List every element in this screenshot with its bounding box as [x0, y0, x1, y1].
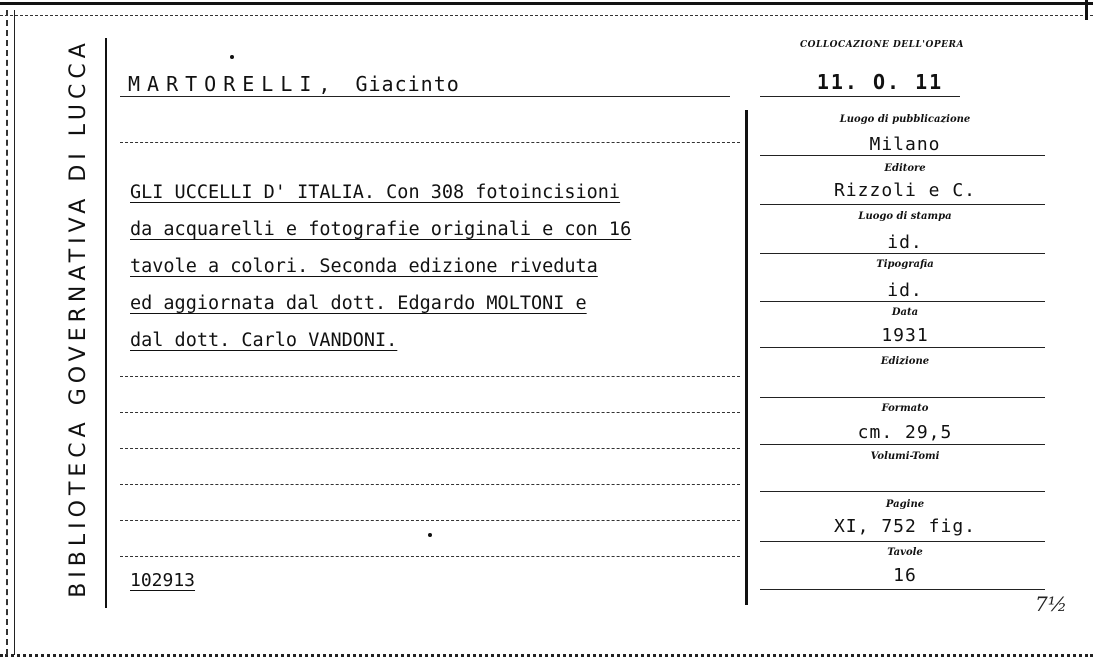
- card-bottom-edge: [0, 654, 1093, 657]
- description-line: da acquarelli e fotografie originali e con 16: [130, 219, 632, 240]
- collocation-value: 11. O. 11: [816, 70, 944, 94]
- value-tipografia: id.: [887, 280, 923, 301]
- description-line: tavole a colori. Seconda edizione riveduta: [130, 256, 598, 277]
- description-line: GLI UCCELLI D' ITALIA. Con 308 fotoincisioni: [130, 182, 621, 203]
- label-editore: Editore: [884, 163, 926, 174]
- collocation-label: COLLOCAZIONE DELL'OPERA: [800, 40, 964, 50]
- collocation-rule: [760, 96, 960, 97]
- blank-rule: [120, 448, 740, 449]
- description-line: ed aggiornata dal dott. Edgardo MOLTONI e: [130, 293, 587, 314]
- blank-rule: [120, 142, 740, 143]
- title-description: [130, 174, 755, 359]
- ink-dot: [230, 55, 234, 59]
- ink-dot: [428, 533, 432, 537]
- field-rule: [760, 491, 1045, 492]
- blank-rule: [120, 376, 740, 377]
- label-edizione: Edizione: [880, 356, 930, 367]
- label-tavole: Tavole: [887, 547, 923, 558]
- label-luogo-stampa: Luogo di stampa: [858, 211, 952, 222]
- field-rule: [760, 155, 1045, 156]
- value-pagine: XI, 752 fig.: [833, 516, 977, 537]
- author-heading: [128, 72, 460, 96]
- value-formato: cm. 29,5: [857, 422, 953, 443]
- field-rule: [760, 204, 1045, 205]
- card-right-edge: [1085, 0, 1088, 20]
- margin-rule: [105, 38, 107, 608]
- field-rule: [760, 541, 1045, 542]
- field-rule: [760, 253, 1045, 254]
- label-pagine: Pagine: [885, 499, 925, 510]
- value-luogo-pubblicazione: Milano: [869, 134, 941, 155]
- field-rule: [760, 589, 1045, 590]
- label-volumi-tomi: Volumi-Tomi: [870, 451, 940, 462]
- blank-rule: [120, 412, 740, 413]
- margin-note: 7½: [1035, 592, 1068, 616]
- field-rule: [760, 397, 1045, 398]
- field-rule: [760, 444, 1045, 445]
- field-rule: [760, 301, 1045, 302]
- value-data: 1931: [881, 325, 929, 346]
- description-line: dal dott. Carlo VANDONI.: [130, 330, 398, 351]
- card-left-edge-inner: [14, 10, 15, 655]
- blank-rule: [120, 484, 740, 485]
- card-top-edge: [0, 2, 1093, 16]
- value-tavole: 16: [893, 565, 917, 586]
- author-given-name: Giacinto: [355, 72, 460, 96]
- blank-rule: [120, 556, 740, 557]
- blank-rule: [120, 520, 740, 521]
- label-luogo-pubblicazione: Luogo di pubblicazione: [839, 114, 971, 125]
- label-data: Data: [891, 307, 919, 318]
- value-editore: Rizzoli e C.: [833, 180, 977, 201]
- library-name: BIBLIOTECA GOVERNATIVA DI LUCCA: [65, 38, 91, 598]
- value-luogo-stampa: id.: [887, 232, 923, 253]
- label-formato: Formato: [881, 403, 929, 414]
- author-rule: [120, 96, 730, 97]
- author-surname: MARTORELLI,: [128, 72, 338, 96]
- inventory-number: 102913: [130, 570, 196, 591]
- label-tipografia: Tipografia: [876, 259, 934, 270]
- field-rule: [760, 347, 1045, 348]
- card-left-edge: [6, 10, 8, 655]
